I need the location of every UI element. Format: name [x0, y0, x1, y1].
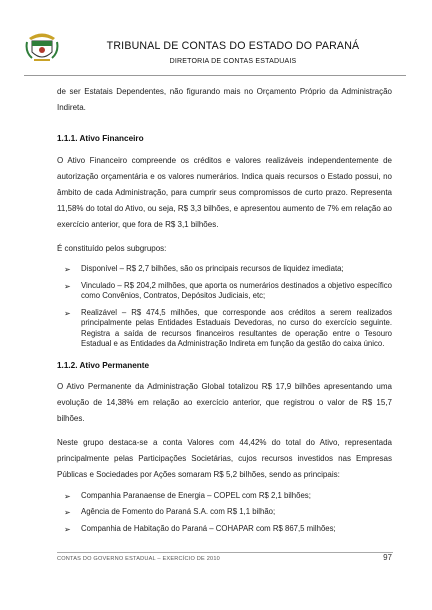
- list-item-text: Disponível – R$ 2,7 bilhões, são os principais recursos de liquidez imediata;: [81, 264, 344, 273]
- list-item-text: Companhia de Habitação do Paraná – COHAPAR com R$ 867,5 milhões;: [81, 523, 336, 533]
- list-item: [57, 264, 392, 275]
- arrow-bullet-icon: ➢: [64, 265, 71, 274]
- paragraph: Neste grupo destaca-se a conta Valores com 44,42% do total do Ativo, representada principalmente pelas Participações Societárias, cujos recursos investidos nas Empresas Públicas e Sociedades por Ações somaram R$ 5,2 bilhões, sendo as principais:: [57, 437, 392, 479]
- page-header: [0, 0, 432, 86]
- paragraph: É constituído pelos subgrupos:: [57, 244, 167, 253]
- arrow-bullet-icon: ➢: [64, 491, 71, 501]
- subgroup-list: [57, 264, 392, 350]
- section-heading-ativo-permanente: 1.1.2. Ativo Permanente: [57, 360, 150, 370]
- list-item: [57, 308, 392, 350]
- institution-name: TRIBUNAL DE CONTAS DO ESTADO DO PARANÁ: [106, 40, 360, 52]
- list-item: [57, 507, 392, 518]
- list-item: [57, 281, 392, 302]
- paragraph: O Ativo Permanente da Administração Global totalizou R$ 17,9 bilhões apresentando uma evolução de 14,38% em relação ao exercício anterior, que registrou o valor de R$ 15,7 bilhões.: [57, 381, 392, 423]
- arrow-bullet-icon: ➢: [64, 308, 71, 318]
- company-list: [57, 491, 392, 535]
- coat-of-arms-icon: [24, 30, 60, 64]
- list-item: [57, 491, 392, 502]
- list-item: [57, 524, 392, 535]
- intro-paragraph: de ser Estatais Dependentes, não figurando mais no Orçamento Próprio da Administração Indireta.: [57, 87, 392, 112]
- arrow-bullet-icon: ➢: [64, 508, 71, 517]
- header-divider: [24, 75, 406, 76]
- arrow-bullet-icon: ➢: [64, 281, 71, 291]
- paragraph: O Ativo Financeiro compreende os créditos e valores realizáveis independentemente de autorização orçamentária e os valores numerários. Indica quais recursos o Estado possui, no âmbito de cada Administração, para cumprir seus compromissos de curto prazo. Representa 11,58% do total do Ativo, ou seja, R$ 3,3 bilhões, e apresentou aumento de 7% em relação ao exercício anterior, que fora de R$ 3,1 bilhões.: [57, 156, 392, 229]
- list-item-text: Vinculado – R$ 204,2 milhões, que aporta os numerários destinados a objetivo específico como Convênios, Contratos, Depósitos Judiciais, etc;: [81, 280, 392, 300]
- list-item-text: Companhia Paranaense de Energia – COPEL com R$ 2,1 bilhões;: [81, 490, 311, 500]
- department-name: DIRETORIA DE CONTAS ESTADUAIS: [169, 58, 297, 65]
- section-heading-ativo-financeiro: 1.1.1. Ativo Financeiro: [57, 134, 144, 143]
- list-item-text: Agência de Fomento do Paraná S.A. com R$ 1,1 bilhão;: [81, 507, 276, 516]
- document-body: [57, 84, 392, 540]
- footer-title: CONTAS DO GOVERNO ESTADUAL – EXERCÍCIO DE 2010: [57, 556, 220, 562]
- arrow-bullet-icon: ➢: [64, 524, 71, 534]
- page-number: 97: [383, 553, 392, 562]
- footer-divider: [57, 552, 393, 553]
- list-item-text: Realizável – R$ 474,5 milhões, que corresponde aos créditos a serem realizados principalmente pelas Entidades Estaduais Devedoras, no curso do exercício seguinte. Registra a saída de recursos financeiros resultantes de operação entre o Tesouro Estadual e as Entidades da Administração Indireta em função da gestão do caixa único.: [81, 307, 392, 348]
